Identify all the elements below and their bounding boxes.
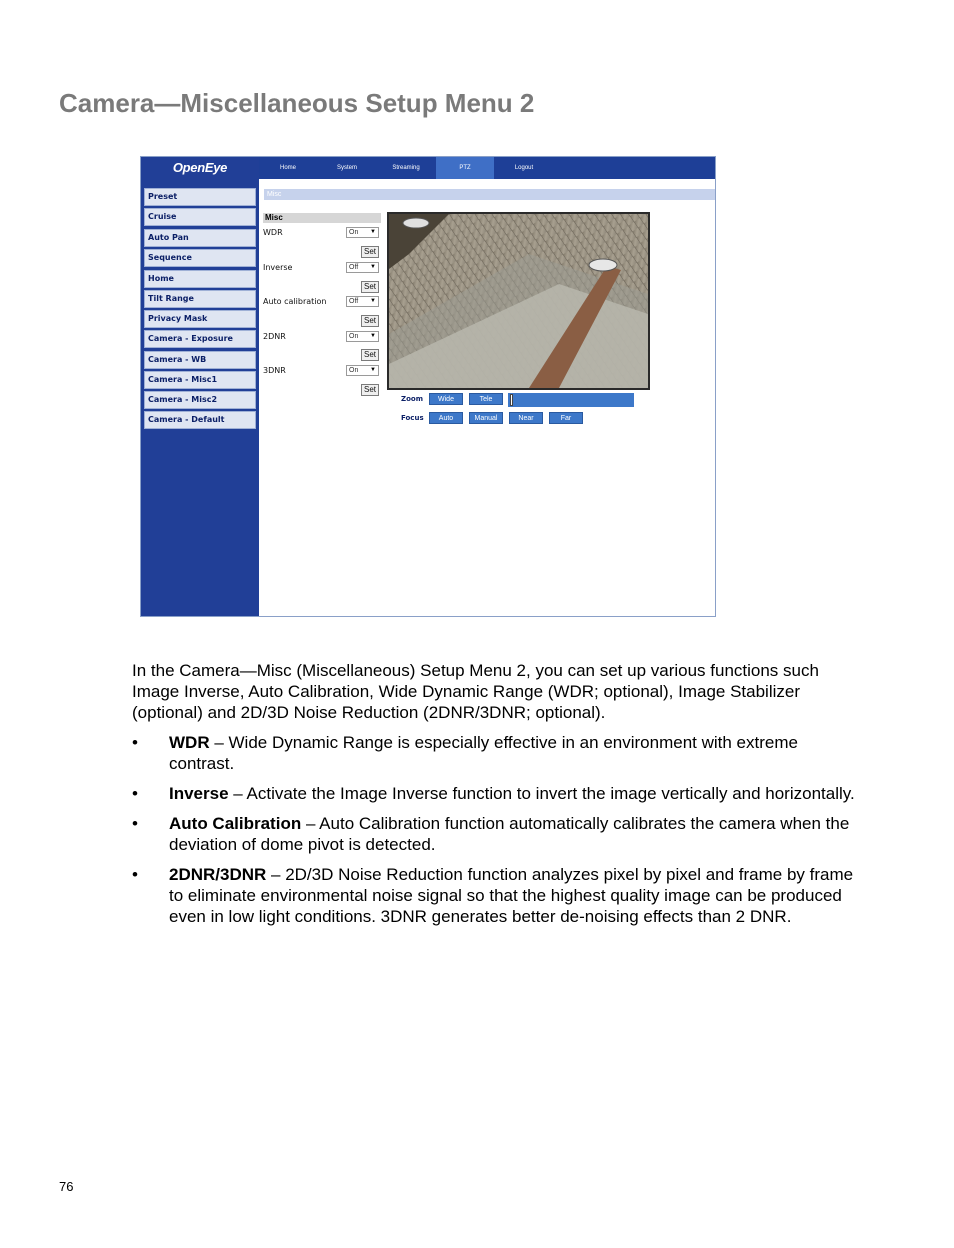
sidebar-item-camera-default[interactable]: Camera - Default — [144, 411, 256, 429]
chevron-down-icon: ▼ — [370, 264, 376, 270]
list-item — [132, 783, 862, 804]
sidebar-item-camera-exposure[interactable]: Camera - Exposure — [144, 330, 256, 348]
page-number: 76 — [59, 1179, 74, 1194]
zoom-slider[interactable] — [508, 393, 634, 407]
main-content — [259, 179, 716, 617]
bullet-icon: • — [132, 814, 138, 833]
3dnr-set-button[interactable]: Set — [361, 384, 379, 396]
inverse-select[interactable] — [346, 262, 379, 273]
inverse-select-value: Off — [349, 264, 359, 271]
description-wdr: – Wide Dynamic Range is especially effective in an environment with extreme contrast. — [169, 733, 798, 773]
sidebar-item-cruise[interactable]: Cruise — [144, 208, 256, 226]
screenshot-frame — [140, 156, 716, 617]
focus-manual-button[interactable]: Manual — [469, 412, 503, 424]
wdr-select[interactable] — [346, 227, 379, 238]
focus-label: Focus — [401, 414, 424, 422]
description-2dnr-3dnr: – 2D/3D Noise Reduction function analyzes pixel by pixel and frame by frame to eliminate environmental noise signal so that the highest quality image can be produced even in low light conditions. 3DNR generates better de-noising effects than 2 DNR. — [169, 865, 854, 926]
2dnr-select[interactable] — [346, 331, 379, 342]
3dnr-select[interactable] — [346, 365, 379, 376]
term-auto-calibration: Auto Calibration — [169, 814, 302, 833]
3dnr-label: 3DNR — [263, 366, 286, 375]
sidebar-item-auto-pan[interactable]: Auto Pan — [144, 229, 256, 247]
sidebar-item-home[interactable]: Home — [144, 270, 256, 288]
3dnr-select-value: On — [349, 367, 359, 374]
tab-ptz[interactable]: PTZ — [436, 157, 494, 179]
list-item — [132, 864, 862, 927]
2dnr-label: 2DNR — [263, 332, 286, 341]
list-item — [132, 813, 862, 855]
tab-logout[interactable]: Logout — [514, 165, 534, 171]
term-2dnr-3dnr: 2DNR/3DNR — [169, 865, 267, 884]
auto-calibration-label: Auto calibration — [263, 297, 327, 306]
description-auto-calibration: – Auto Calibration function automatically calibrates the camera when the deviation of dome pivot is detected. — [169, 814, 850, 854]
focus-far-button[interactable]: Far — [549, 412, 583, 424]
chevron-down-icon: ▼ — [370, 333, 376, 339]
bullet-icon: • — [132, 784, 138, 803]
page-title: Camera—Miscellaneous Setup Menu 2 — [59, 88, 535, 118]
2dnr-set-button[interactable]: Set — [361, 349, 379, 361]
focus-auto-button[interactable]: Auto — [429, 412, 463, 424]
section-bar: Misc — [264, 189, 716, 200]
sidebar-item-sequence[interactable]: Sequence — [144, 249, 256, 267]
intro-paragraph: In the Camera—Misc (Miscellaneous) Setup Menu 2, you can set up various functions such Image Inverse, Auto Calibration, Wide Dynamic Range (WDR; optional), Image Stabilizer (optional) and 2D/3D Noise Reduction (2DNR/3DNR; optional). — [132, 661, 819, 722]
zoom-wide-button[interactable]: Wide — [429, 393, 463, 405]
tab-streaming[interactable]: Streaming — [392, 165, 420, 171]
inverse-set-button[interactable]: Set — [361, 281, 379, 293]
description-inverse: – Activate the Image Inverse function to invert the image vertically and horizontally. — [228, 784, 855, 803]
list-item — [132, 732, 862, 774]
camera-feed-image — [389, 214, 648, 388]
wdr-set-button[interactable]: Set — [361, 246, 379, 258]
zoom-tele-button[interactable]: Tele — [469, 393, 503, 405]
sidebar-item-tilt-range[interactable]: Tilt Range — [144, 290, 256, 308]
term-wdr: WDR — [169, 733, 210, 752]
openeye-logo: OpenEye — [172, 160, 228, 175]
bullet-icon: • — [132, 733, 138, 752]
wdr-label: WDR — [263, 228, 283, 237]
zoom-label: Zoom — [401, 395, 423, 403]
focus-near-button[interactable]: Near — [509, 412, 543, 424]
sidebar-item-preset[interactable]: Preset — [144, 188, 256, 206]
auto-calibration-set-button[interactable]: Set — [361, 315, 379, 327]
auto-calibration-select[interactable] — [346, 296, 379, 307]
sidebar-item-privacy-mask[interactable]: Privacy Mask — [144, 310, 256, 328]
live-video-view — [387, 212, 650, 390]
sidebar — [141, 157, 259, 617]
bullet-icon: • — [132, 865, 138, 884]
section-heading: Misc — [263, 213, 381, 223]
auto-calibration-select-value: Off — [349, 298, 359, 305]
tab-home[interactable]: Home — [279, 165, 296, 171]
top-navigation — [259, 157, 716, 179]
tab-system[interactable]: System — [336, 165, 357, 171]
2dnr-select-value: On — [349, 333, 359, 340]
wdr-select-value: On — [349, 229, 359, 236]
chevron-down-icon: ▼ — [370, 229, 376, 235]
sidebar-item-camera-wb[interactable]: Camera - WB — [144, 351, 256, 369]
inverse-label: Inverse — [263, 263, 293, 272]
zoom-slider-handle[interactable] — [510, 394, 513, 406]
term-inverse: Inverse — [169, 784, 229, 803]
feature-list — [132, 732, 862, 936]
sidebar-item-camera-misc1[interactable]: Camera - Misc1 — [144, 371, 256, 389]
chevron-down-icon: ▼ — [370, 298, 376, 304]
chevron-down-icon: ▼ — [370, 367, 376, 373]
sidebar-item-camera-misc2[interactable]: Camera - Misc2 — [144, 391, 256, 409]
